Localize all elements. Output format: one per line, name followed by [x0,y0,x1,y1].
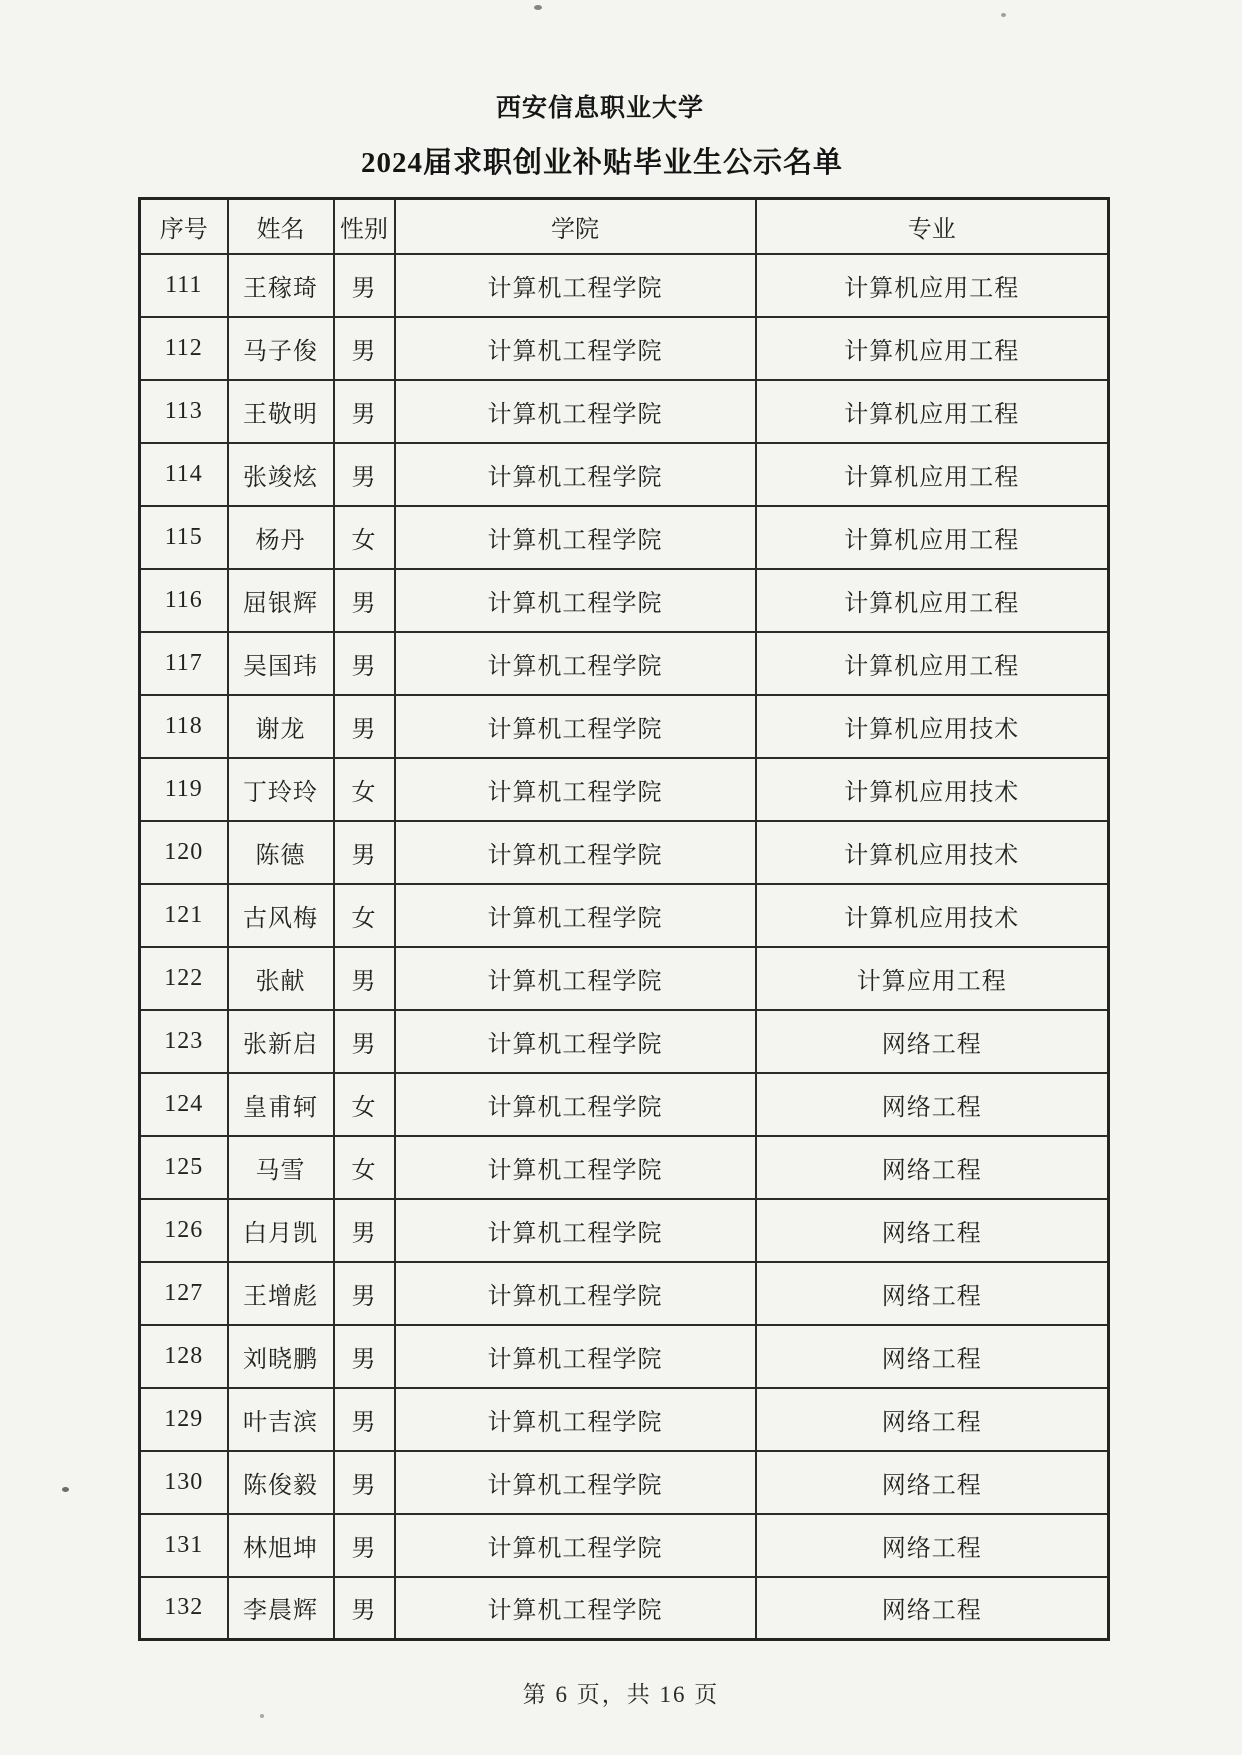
table-row [140,758,1109,821]
college-cell: 计算机工程学院 [395,1514,756,1577]
graduates-roster-table [138,197,1110,1641]
name-cell: 皇甫轲 [228,1073,334,1136]
major-cell: 网络工程 [756,1451,1109,1514]
gender-cell: 男 [334,821,395,884]
major-cell: 计算机应用工程 [756,632,1109,695]
name-cell: 张献 [228,947,334,1010]
university-title: 西安信息职业大学 [495,95,704,122]
serial-cell: 125 [140,1136,228,1199]
serial-cell: 130 [140,1451,228,1514]
serial-cell: 129 [140,1388,228,1451]
gender-cell: 男 [334,1325,395,1388]
table-row [140,695,1109,758]
name-cell: 王增彪 [228,1262,334,1325]
serial-cell: 124 [140,1073,228,1136]
gender-cell: 男 [334,695,395,758]
gender-cell: 男 [334,1010,395,1073]
gender-cell: 男 [334,1451,395,1514]
college-cell: 计算机工程学院 [395,1388,756,1451]
major-cell: 计算机应用技术 [756,884,1109,947]
gender-cell: 女 [334,1073,395,1136]
table-row [140,632,1109,695]
major-cell: 网络工程 [756,1262,1109,1325]
college-cell: 计算机工程学院 [395,821,756,884]
gender-cell: 女 [334,758,395,821]
serial-cell: 111 [140,254,228,317]
table-row [140,821,1109,884]
gender-cell: 男 [334,1388,395,1451]
gender-cell: 男 [334,317,395,380]
table-row [140,254,1109,317]
serial-cell: 122 [140,947,228,1010]
table-header-row [140,199,1109,254]
serial-cell: 113 [140,380,228,443]
gender-cell: 男 [334,380,395,443]
major-cell: 计算机应用工程 [756,254,1109,317]
column-header-serial: 序号 [140,199,228,254]
table-row [140,884,1109,947]
serial-cell: 123 [140,1010,228,1073]
college-cell: 计算机工程学院 [395,695,756,758]
gender-cell: 男 [334,1577,395,1640]
table-row [140,1199,1109,1262]
serial-cell: 114 [140,443,228,506]
major-cell: 网络工程 [756,1136,1109,1199]
gender-cell: 男 [334,1199,395,1262]
column-header-name: 姓名 [228,199,334,254]
scan-artifact [534,5,542,10]
major-cell: 网络工程 [756,1199,1109,1262]
college-cell: 计算机工程学院 [395,1325,756,1388]
name-cell: 刘晓鹏 [228,1325,334,1388]
column-header-major: 专业 [756,199,1109,254]
name-cell: 李晨辉 [228,1577,334,1640]
gender-cell: 女 [334,1136,395,1199]
college-cell: 计算机工程学院 [395,1010,756,1073]
college-cell: 计算机工程学院 [395,884,756,947]
gender-cell: 男 [334,569,395,632]
college-cell: 计算机工程学院 [395,254,756,317]
serial-cell: 118 [140,695,228,758]
name-cell: 吴国玮 [228,632,334,695]
major-cell: 网络工程 [756,1577,1109,1640]
serial-cell: 115 [140,506,228,569]
college-cell: 计算机工程学院 [395,1073,756,1136]
name-cell: 林旭坤 [228,1514,334,1577]
table-row [140,1577,1109,1640]
table-row [140,317,1109,380]
serial-cell: 128 [140,1325,228,1388]
table-row [140,1514,1109,1577]
major-cell: 网络工程 [756,1010,1109,1073]
name-cell: 陈德 [228,821,334,884]
scan-artifact [62,1487,69,1492]
scan-artifact [260,1714,264,1718]
name-cell: 王稼琦 [228,254,334,317]
gender-cell: 女 [334,506,395,569]
college-cell: 计算机工程学院 [395,947,756,1010]
major-cell: 网络工程 [756,1514,1109,1577]
major-cell: 计算机应用技术 [756,695,1109,758]
serial-cell: 119 [140,758,228,821]
major-cell: 计算机应用技术 [756,758,1109,821]
serial-cell: 132 [140,1577,228,1640]
college-cell: 计算机工程学院 [395,1577,756,1640]
table-row [140,1451,1109,1514]
college-cell: 计算机工程学院 [395,569,756,632]
table-row [140,1010,1109,1073]
college-cell: 计算机工程学院 [395,506,756,569]
name-cell: 张竣炫 [228,443,334,506]
major-cell: 计算机应用工程 [756,443,1109,506]
gender-cell: 男 [334,1514,395,1577]
table-row [140,1325,1109,1388]
serial-cell: 127 [140,1262,228,1325]
table-row [140,947,1109,1010]
gender-cell: 男 [334,443,395,506]
table-row [140,1073,1109,1136]
name-cell: 王敬明 [228,380,334,443]
major-cell: 网络工程 [756,1325,1109,1388]
page-number-footer: 第 6 页，共 16 页 [522,1682,720,1707]
gender-cell: 男 [334,947,395,1010]
name-cell: 屈银辉 [228,569,334,632]
major-cell: 计算应用工程 [756,947,1109,1010]
serial-cell: 117 [140,632,228,695]
table-row [140,443,1109,506]
major-cell: 计算机应用工程 [756,569,1109,632]
column-header-college: 学院 [395,199,756,254]
major-cell: 网络工程 [756,1388,1109,1451]
name-cell: 张新启 [228,1010,334,1073]
gender-cell: 男 [334,254,395,317]
name-cell: 陈俊毅 [228,1451,334,1514]
serial-cell: 121 [140,884,228,947]
table-row [140,569,1109,632]
gender-cell: 男 [334,632,395,695]
major-cell: 计算机应用工程 [756,380,1109,443]
college-cell: 计算机工程学院 [395,1451,756,1514]
serial-cell: 116 [140,569,228,632]
name-cell: 杨丹 [228,506,334,569]
major-cell: 网络工程 [756,1073,1109,1136]
major-cell: 计算机应用技术 [756,821,1109,884]
college-cell: 计算机工程学院 [395,758,756,821]
name-cell: 马子俊 [228,317,334,380]
serial-cell: 120 [140,821,228,884]
serial-cell: 126 [140,1199,228,1262]
gender-cell: 男 [334,1262,395,1325]
table-row [140,380,1109,443]
scan-artifact [1001,13,1006,17]
table-row [140,1136,1109,1199]
major-cell: 计算机应用工程 [756,506,1109,569]
gender-cell: 女 [334,884,395,947]
college-cell: 计算机工程学院 [395,380,756,443]
name-cell: 古风梅 [228,884,334,947]
name-cell: 马雪 [228,1136,334,1199]
serial-cell: 131 [140,1514,228,1577]
serial-cell: 112 [140,317,228,380]
college-cell: 计算机工程学院 [395,632,756,695]
name-cell: 丁玲玲 [228,758,334,821]
column-header-gender: 性别 [334,199,395,254]
college-cell: 计算机工程学院 [395,1262,756,1325]
table-row [140,1262,1109,1325]
college-cell: 计算机工程学院 [395,1136,756,1199]
major-cell: 计算机应用工程 [756,317,1109,380]
name-cell: 叶吉滨 [228,1388,334,1451]
table-row [140,506,1109,569]
college-cell: 计算机工程学院 [395,443,756,506]
college-cell: 计算机工程学院 [395,1199,756,1262]
college-cell: 计算机工程学院 [395,317,756,380]
name-cell: 谢龙 [228,695,334,758]
table-row [140,1388,1109,1451]
list-title: 2024届求职创业补贴毕业生公示名单 [360,147,843,179]
name-cell: 白月凯 [228,1199,334,1262]
